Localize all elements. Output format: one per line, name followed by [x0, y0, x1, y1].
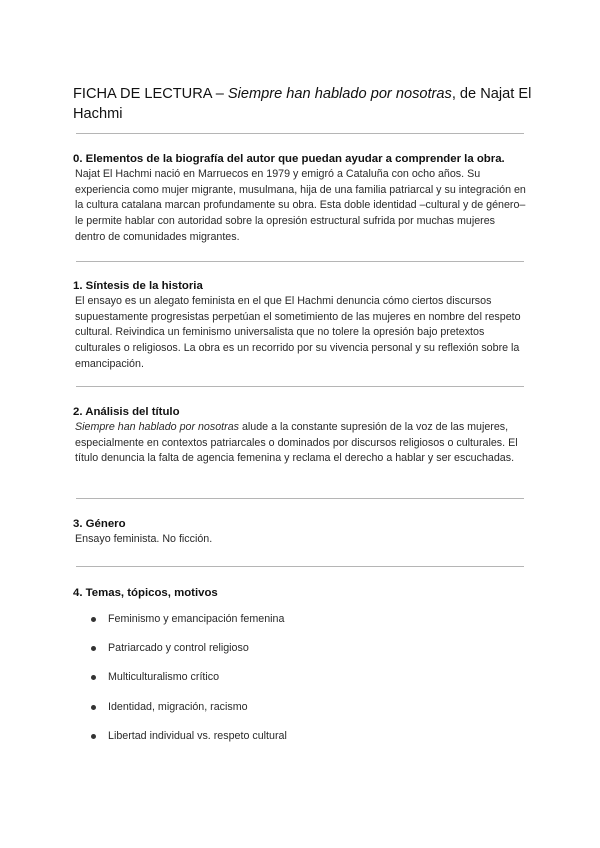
section-heading: 1. Síntesis de la historia [73, 280, 203, 292]
list-item-text: Libertad individual vs. respeto cultural [108, 730, 287, 742]
section-body: Ensayo feminista. No ficción. [75, 533, 213, 545]
bullet-icon [91, 646, 96, 651]
list-item [91, 612, 284, 626]
section-body: Najat El Hachmi nació en Marruecos en 1979 y emigró a Cataluña con ocho años. Su experiencia como mujer migrante, musulmana, hija de una familia patriarcal y su integración en la cultura catalana marcan profundamente su obra. Esta doble identidad –cultural y de género– le permite hablar con autoridad sobre la opresión estructural sufrida por muchas mujeres dentro de comunidades migrantes. [75, 168, 526, 243]
section-topics [73, 586, 528, 756]
book-title-italic: Siempre han hablado por nosotras [75, 421, 239, 433]
section-title-analysis [73, 405, 528, 467]
section-body-text: alude a la constante supresión de la voz de las mujeres, especialmente en contextos patriarcales o dominados por discursos religiosos o culturales. El título denuncia la falta de agencia femenina y reclama el derecho a hablar y ser escuchadas. [75, 421, 518, 465]
bullet-icon [91, 617, 96, 622]
divider [76, 498, 524, 499]
section-body [73, 420, 528, 467]
section-heading: 4. Temas, tópicos, motivos [73, 587, 218, 599]
list-item-text: Feminismo y emancipación femenina [108, 613, 285, 625]
divider [76, 133, 524, 134]
section-synthesis [73, 279, 528, 373]
list-item [91, 700, 248, 714]
divider [76, 386, 524, 387]
bullet-icon [91, 734, 96, 739]
list-item [91, 670, 219, 684]
bullet-icon [91, 705, 96, 710]
section-heading: 3. Género [73, 518, 126, 530]
divider [76, 261, 524, 262]
document-title [73, 84, 533, 124]
section-genre [73, 517, 528, 548]
list-item [91, 641, 249, 655]
title-book: Siempre han hablado por nosotras [227, 86, 452, 102]
list-item-text: Patriarcado y control religioso [108, 642, 249, 654]
list-item-text: Identidad, migración, racismo [108, 701, 248, 713]
title-suffix: , de Najat El Hachmi [73, 86, 532, 122]
section-heading: 0. Elementos de la biografía del autor que puedan ayudar a comprender la obra. [73, 153, 505, 165]
section-heading: 2. Análisis del título [73, 406, 180, 418]
list-item-text: Multiculturalismo crítico [108, 671, 220, 683]
section-biography [73, 152, 528, 246]
bullet-icon [91, 675, 96, 680]
title-prefix: FICHA DE LECTURA – [73, 86, 228, 102]
list-item [91, 729, 287, 743]
divider [76, 566, 524, 567]
section-body: El ensayo es un alegato feminista en el que El Hachmi denuncia cómo ciertos discursos supuestamente progresistas perpetúan el sometimiento de las mujeres en nombre del respeto cultural. Reivindica un feminismo universalista que no tolere la opresión bajo pretextos culturales o religiosos. La obra es un recorrido por su vivencia personal y su reflexión sobre la emancipación. [75, 295, 521, 370]
